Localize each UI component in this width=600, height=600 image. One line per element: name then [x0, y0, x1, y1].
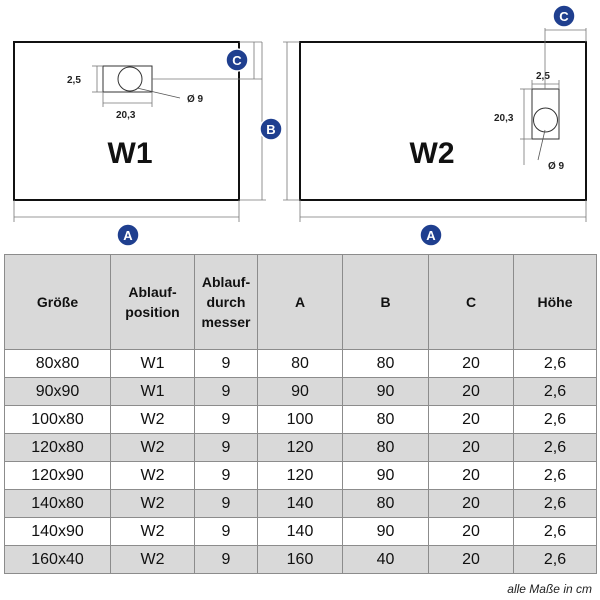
column-header: [111, 255, 195, 350]
size-spec-table: [4, 254, 597, 574]
table-cell: 20: [429, 350, 514, 378]
table-cell: 160: [258, 546, 343, 574]
column-header-line: B: [380, 294, 391, 310]
w1-height-dim-label: 2,5: [67, 75, 81, 86]
w2-drawing: [283, 5, 586, 246]
column-header: [343, 255, 429, 350]
table-cell: 2,6: [514, 406, 597, 434]
table-cell: 2,6: [514, 546, 597, 574]
table-cell: 120x80: [5, 434, 111, 462]
table-cell: 9: [195, 518, 258, 546]
w1-badge-b: [260, 118, 282, 140]
table-cell: 9: [195, 406, 258, 434]
svg-text:C: C: [559, 9, 569, 24]
table-cell: W2: [111, 434, 195, 462]
column-header-line: Ablauf-: [201, 274, 251, 290]
table-cell: 140: [258, 490, 343, 518]
table-cell: 80: [343, 490, 429, 518]
column-header-line: position: [125, 304, 180, 320]
svg-text:C: C: [232, 53, 242, 68]
table-cell: 2,6: [514, 518, 597, 546]
table-row: [5, 546, 597, 574]
table-cell: 100: [258, 406, 343, 434]
table-cell: 20: [429, 434, 514, 462]
column-header-line: durch: [206, 294, 246, 310]
table-row: [5, 462, 597, 490]
table-cell: 120: [258, 434, 343, 462]
w1-badge-c: [226, 49, 248, 71]
table-cell: 90: [343, 462, 429, 490]
table-cell: W2: [111, 546, 195, 574]
table-cell: 40: [343, 546, 429, 574]
table-cell: 9: [195, 434, 258, 462]
column-header: [514, 255, 597, 350]
table-cell: 20: [429, 546, 514, 574]
table-cell: 140x90: [5, 518, 111, 546]
table-cell: 90: [343, 518, 429, 546]
table-cell: 20: [429, 462, 514, 490]
column-header-line: Größe: [36, 294, 79, 310]
table-cell: 120x90: [5, 462, 111, 490]
column-header-line: A: [294, 294, 306, 310]
column-header-line: Ablauf-: [128, 284, 177, 300]
table-row: [5, 350, 597, 378]
w2-badge-c: [553, 5, 575, 27]
table-cell: 90: [258, 378, 343, 406]
table-row: [5, 378, 597, 406]
table-cell: W2: [111, 518, 195, 546]
table-cell: 2,6: [514, 434, 597, 462]
column-header-line: C: [465, 294, 477, 310]
w2-plate-label: W2: [409, 137, 455, 170]
table-cell: 80: [258, 350, 343, 378]
table-cell: W1: [111, 350, 195, 378]
table-cell: 80: [343, 350, 429, 378]
column-header: [195, 255, 258, 350]
w2-diameter-label: Ø 9: [548, 161, 565, 172]
table-row: [5, 434, 597, 462]
table-cell: 90: [343, 378, 429, 406]
table-cell: 2,6: [514, 462, 597, 490]
table-cell: W2: [111, 490, 195, 518]
column-header-line: Höhe: [537, 294, 573, 310]
w1-drain-hole: [118, 67, 142, 91]
table-cell: 9: [195, 378, 258, 406]
svg-text:A: A: [426, 228, 436, 243]
w2-width-dim-label: 2,5: [536, 71, 550, 82]
column-header-line: messer: [201, 314, 251, 330]
table-cell: 2,6: [514, 490, 597, 518]
table-cell: 9: [195, 490, 258, 518]
table-cell: 90x90: [5, 378, 111, 406]
w1-width-dim-label: 20,3: [116, 110, 136, 121]
dimension-diagram: [0, 0, 600, 250]
table-cell: 9: [195, 462, 258, 490]
table-cell: 9: [195, 546, 258, 574]
column-header: [258, 255, 343, 350]
table-cell: 20: [429, 406, 514, 434]
table-cell: W1: [111, 378, 195, 406]
table-cell: 20: [429, 518, 514, 546]
w2-drain-hole: [534, 108, 558, 132]
table-cell: 20: [429, 378, 514, 406]
table-cell: 20: [429, 490, 514, 518]
w1-drawing: [14, 42, 282, 246]
table-cell: 120: [258, 462, 343, 490]
table-cell: 80: [343, 406, 429, 434]
table-cell: 100x80: [5, 406, 111, 434]
table-row: [5, 490, 597, 518]
table-cell: 140x80: [5, 490, 111, 518]
table-row: [5, 406, 597, 434]
table-cell: 160x40: [5, 546, 111, 574]
table-cell: W2: [111, 462, 195, 490]
units-footnote: alle Maße in cm: [507, 582, 592, 596]
w1-diameter-label: Ø 9: [187, 94, 204, 105]
svg-text:B: B: [266, 122, 276, 137]
table-cell: 80: [343, 434, 429, 462]
w2-badge-a: [420, 224, 442, 246]
w1-plate-label: W1: [107, 137, 153, 170]
table-cell: 2,6: [514, 378, 597, 406]
column-header: [429, 255, 514, 350]
table-header-row: [5, 255, 597, 350]
table-cell: 80x80: [5, 350, 111, 378]
table-cell: W2: [111, 406, 195, 434]
table-cell: 9: [195, 350, 258, 378]
w2-height-dim-label: 20,3: [494, 113, 514, 124]
table-cell: 140: [258, 518, 343, 546]
table-row: [5, 518, 597, 546]
column-header: [5, 255, 111, 350]
table-cell: 2,6: [514, 350, 597, 378]
w1-badge-a: [117, 224, 139, 246]
svg-text:A: A: [123, 228, 133, 243]
